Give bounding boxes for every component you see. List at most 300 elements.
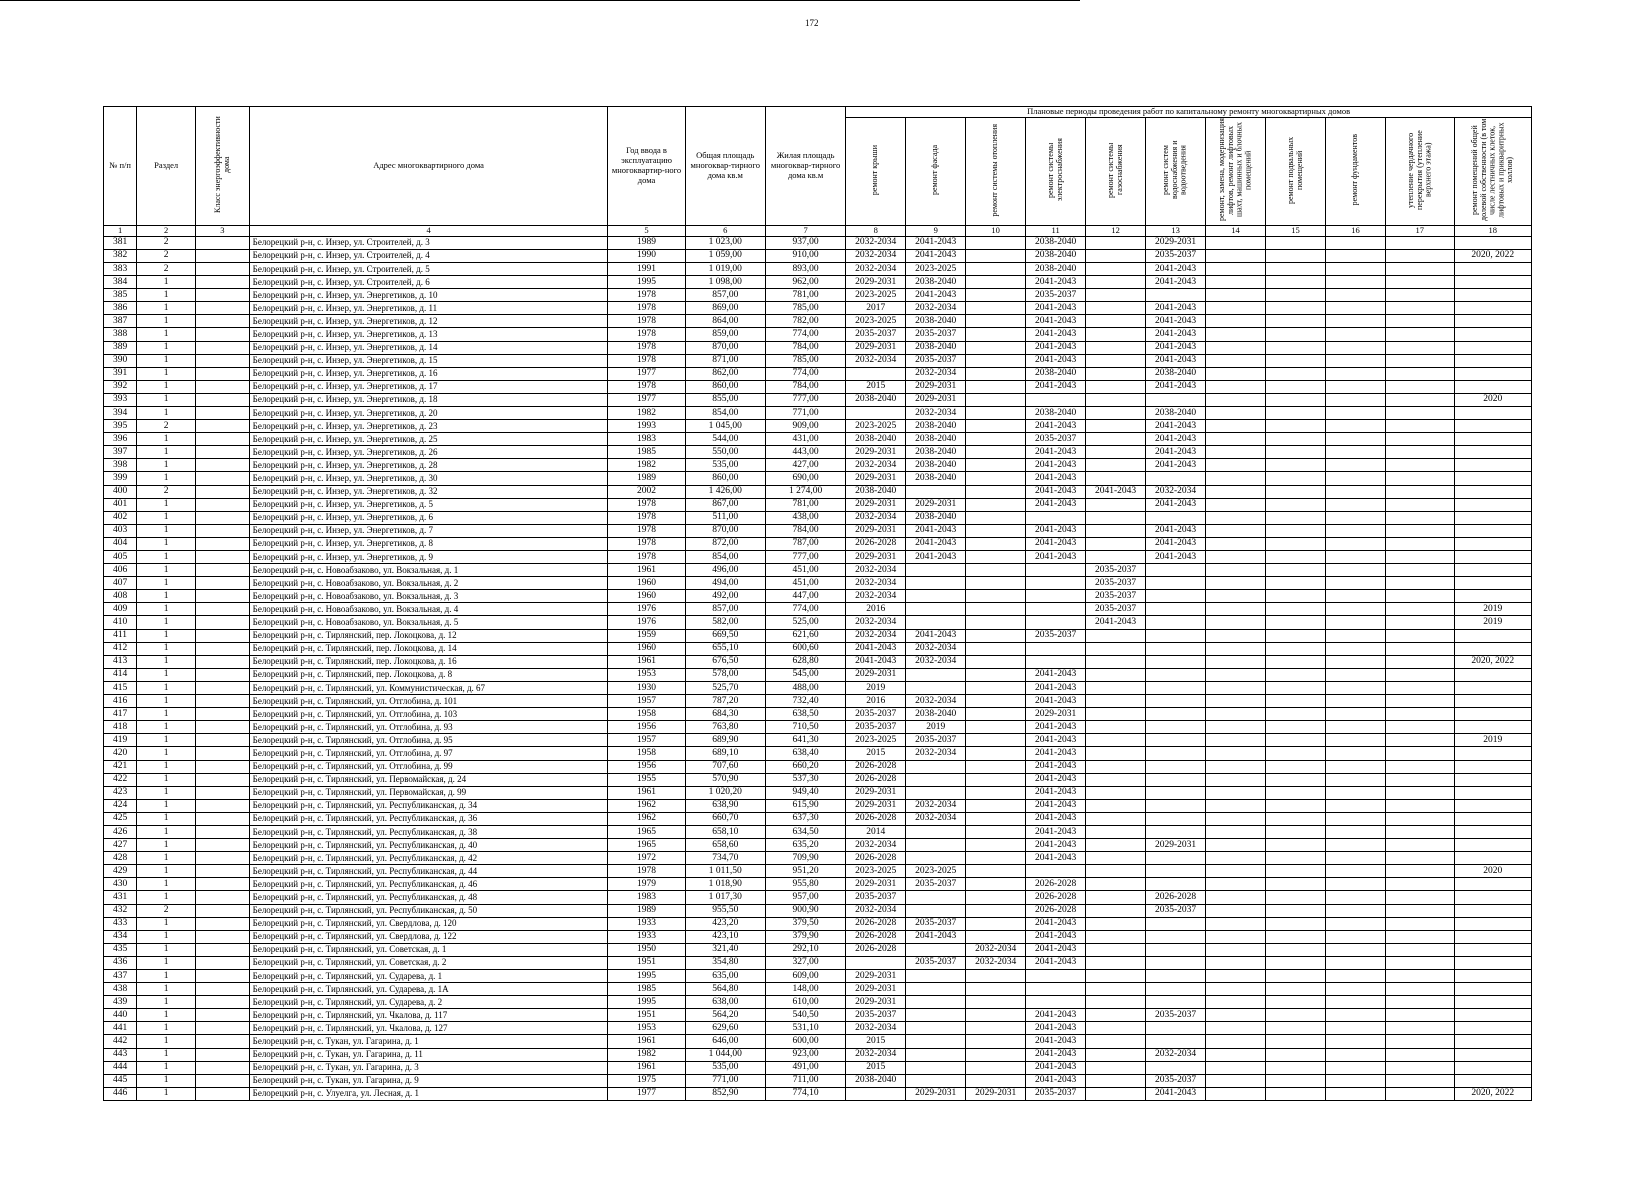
cell-roof: 2029-2031 — [846, 446, 906, 459]
cell-elevators — [1206, 996, 1266, 1009]
cell-total-area: 869,00 — [685, 302, 765, 315]
cell-foundation — [1326, 996, 1386, 1009]
cell-basement — [1266, 852, 1326, 865]
cell-address: Белорецкий р-н, с. Инзер, ул. Энергетиков, д. 14 — [249, 341, 608, 354]
cell-energy-class — [196, 970, 250, 983]
cell-attic-insulation — [1385, 590, 1454, 603]
cell-roof: 2026-2028 — [846, 930, 906, 943]
cell-heating — [966, 930, 1026, 943]
cell-elevators — [1206, 276, 1266, 289]
cell-address: Белорецкий р-н, с. Инзер, ул. Энергетиков, д. 18 — [249, 393, 608, 406]
cell-electricity: 2038-2040 — [1026, 236, 1086, 249]
cell-elevators — [1206, 433, 1266, 446]
table-row — [104, 1061, 1532, 1074]
cell-water — [1146, 734, 1206, 747]
cell-gas — [1086, 629, 1146, 642]
cell-water: 2041-2043 — [1146, 537, 1206, 550]
cell-address: Белорецкий р-н, с. Инзер, ул. Энергетиков, д. 23 — [249, 420, 608, 433]
cell-roof — [846, 1087, 906, 1100]
cell-water: 2038-2040 — [1146, 406, 1206, 419]
cell-address: Белорецкий р-н, с. Тирлянский, ул. Сударева, д. 1 — [249, 970, 608, 983]
cell-section: 1 — [137, 852, 196, 865]
cell-num: 428 — [104, 852, 137, 865]
cell-total-area: 658,10 — [685, 825, 765, 838]
cell-living-area: 782,00 — [765, 315, 845, 328]
cell-roof: 2019 — [846, 681, 906, 694]
cell-year: 1961 — [608, 786, 685, 799]
cell-heating — [966, 1022, 1026, 1035]
cell-section: 2 — [137, 262, 196, 275]
cell-facade: 2032-2034 — [906, 302, 966, 315]
table-row — [104, 812, 1532, 825]
cell-section: 1 — [137, 943, 196, 956]
cell-facade: 2038-2040 — [906, 433, 966, 446]
cell-basement — [1266, 930, 1326, 943]
cell-foundation — [1326, 236, 1386, 249]
cell-foundation — [1326, 551, 1386, 564]
cell-facade — [906, 668, 966, 681]
table-row — [104, 551, 1532, 564]
cell-year: 1956 — [608, 721, 685, 734]
cell-electricity: 2041-2043 — [1026, 1061, 1086, 1074]
cell-basement — [1266, 511, 1326, 524]
cell-address: Белорецкий р-н, с. Инзер, ул. Энергетиков, д. 32 — [249, 485, 608, 498]
cell-basement — [1266, 1035, 1326, 1048]
cell-year: 1995 — [608, 970, 685, 983]
cell-common-premises — [1454, 551, 1531, 564]
cell-section: 1 — [137, 668, 196, 681]
cell-living-area: 711,00 — [765, 1074, 845, 1087]
cell-living-area: 660,20 — [765, 760, 845, 773]
cell-living-area: 690,00 — [765, 472, 845, 485]
cell-electricity: 2041-2043 — [1026, 760, 1086, 773]
cell-year: 1955 — [608, 773, 685, 786]
cell-electricity — [1026, 983, 1086, 996]
cell-num: 397 — [104, 446, 137, 459]
cell-energy-class — [196, 328, 250, 341]
cell-gas: 2035-2037 — [1086, 564, 1146, 577]
cell-total-area: 638,90 — [685, 799, 765, 812]
cell-living-area: 781,00 — [765, 498, 845, 511]
cell-year: 1991 — [608, 262, 685, 275]
cell-elevators — [1206, 498, 1266, 511]
cell-address: Белорецкий р-н, с. Тирлянский, ул. Отглобина, д. 103 — [249, 708, 608, 721]
cell-gas — [1086, 1009, 1146, 1022]
col-header-gas: ремонт системы газоснабжения — [1086, 118, 1146, 226]
cell-gas — [1086, 760, 1146, 773]
cell-gas — [1086, 367, 1146, 380]
cell-heating — [966, 825, 1026, 838]
cell-foundation — [1326, 249, 1386, 262]
cell-electricity: 2041-2043 — [1026, 930, 1086, 943]
cell-elevators — [1206, 852, 1266, 865]
cell-energy-class — [196, 616, 250, 629]
cell-num: 416 — [104, 695, 137, 708]
cell-address: Белорецкий р-н, с. Тирлянский, ул. Республиканская, д. 42 — [249, 852, 608, 865]
cell-total-area: 854,00 — [685, 406, 765, 419]
cell-total-area: 423,10 — [685, 930, 765, 943]
cell-facade: 2032-2034 — [906, 695, 966, 708]
cell-living-area: 635,20 — [765, 839, 845, 852]
cell-electricity: 2038-2040 — [1026, 406, 1086, 419]
cell-elevators — [1206, 577, 1266, 590]
cell-elevators — [1206, 970, 1266, 983]
cell-water: 2032-2034 — [1146, 485, 1206, 498]
cell-basement — [1266, 878, 1326, 891]
cell-section: 1 — [137, 341, 196, 354]
cell-gas — [1086, 917, 1146, 930]
cell-num: 386 — [104, 302, 137, 315]
cell-foundation — [1326, 420, 1386, 433]
cell-living-area: 637,30 — [765, 812, 845, 825]
cell-roof: 2029-2031 — [846, 996, 906, 1009]
cell-attic-insulation — [1385, 865, 1454, 878]
cell-total-area: 871,00 — [685, 354, 765, 367]
cell-water — [1146, 943, 1206, 956]
cell-roof: 2015 — [846, 1061, 906, 1074]
cell-common-premises — [1454, 839, 1531, 852]
cell-facade: 2032-2034 — [906, 655, 966, 668]
cell-electricity: 2041-2043 — [1026, 380, 1086, 393]
cell-attic-insulation — [1385, 629, 1454, 642]
cell-basement — [1266, 472, 1326, 485]
cell-attic-insulation — [1385, 537, 1454, 550]
cell-roof: 2032-2034 — [846, 904, 906, 917]
cell-num: 402 — [104, 511, 137, 524]
cell-facade — [906, 1061, 966, 1074]
cell-water — [1146, 799, 1206, 812]
cell-common-premises — [1454, 956, 1531, 969]
cell-foundation — [1326, 603, 1386, 616]
cell-gas — [1086, 1035, 1146, 1048]
cell-living-area: 540,50 — [765, 1009, 845, 1022]
cell-water — [1146, 930, 1206, 943]
cell-common-premises — [1454, 354, 1531, 367]
cell-basement — [1266, 655, 1326, 668]
cell-total-area: 660,70 — [685, 812, 765, 825]
cell-gas — [1086, 655, 1146, 668]
cell-section: 1 — [137, 537, 196, 550]
cell-roof: 2026-2028 — [846, 537, 906, 550]
cell-energy-class — [196, 786, 250, 799]
cell-total-area: 646,00 — [685, 1035, 765, 1048]
cell-roof: 2023-2025 — [846, 289, 906, 302]
cell-year: 1978 — [608, 380, 685, 393]
cell-roof: 2026-2028 — [846, 943, 906, 956]
cell-year: 1957 — [608, 695, 685, 708]
cell-roof: 2026-2028 — [846, 760, 906, 773]
cell-num: 412 — [104, 642, 137, 655]
table-row — [104, 393, 1532, 406]
cell-foundation — [1326, 537, 1386, 550]
cell-total-area: 852,90 — [685, 1087, 765, 1100]
cell-roof: 2023-2025 — [846, 315, 906, 328]
cell-elevators — [1206, 708, 1266, 721]
cell-facade: 2029-2031 — [906, 1087, 966, 1100]
cell-living-area: 909,00 — [765, 420, 845, 433]
cell-basement — [1266, 708, 1326, 721]
cell-roof: 2032-2034 — [846, 236, 906, 249]
cell-attic-insulation — [1385, 433, 1454, 446]
cell-electricity — [1026, 590, 1086, 603]
cell-attic-insulation — [1385, 249, 1454, 262]
cell-basement — [1266, 839, 1326, 852]
col-number: 3 — [196, 226, 250, 237]
cell-common-premises — [1454, 289, 1531, 302]
cell-elevators — [1206, 511, 1266, 524]
cell-living-area: 451,00 — [765, 564, 845, 577]
cell-section: 1 — [137, 315, 196, 328]
cell-water: 2041-2043 — [1146, 276, 1206, 289]
cell-num: 414 — [104, 668, 137, 681]
cell-total-area: 1 098,00 — [685, 276, 765, 289]
cell-num: 420 — [104, 747, 137, 760]
cell-gas — [1086, 695, 1146, 708]
cell-num: 399 — [104, 472, 137, 485]
cell-basement — [1266, 773, 1326, 786]
cell-common-premises — [1454, 302, 1531, 315]
cell-foundation — [1326, 289, 1386, 302]
table-row — [104, 983, 1532, 996]
cell-basement — [1266, 367, 1326, 380]
cell-common-premises — [1454, 498, 1531, 511]
cell-foundation — [1326, 917, 1386, 930]
cell-heating — [966, 983, 1026, 996]
cell-gas — [1086, 551, 1146, 564]
cell-roof: 2035-2037 — [846, 891, 906, 904]
cell-attic-insulation — [1385, 852, 1454, 865]
cell-foundation — [1326, 302, 1386, 315]
cell-total-area: 1 023,00 — [685, 236, 765, 249]
cell-heating — [966, 904, 1026, 917]
col-number: 16 — [1326, 226, 1386, 237]
cell-elevators — [1206, 406, 1266, 419]
cell-address: Белорецкий р-н, с. Тукан, ул. Гагарина, д. 11 — [249, 1048, 608, 1061]
cell-energy-class — [196, 1035, 250, 1048]
cell-num: 392 — [104, 380, 137, 393]
cell-address: Белорецкий р-н, с. Новоабзаково, ул. Вокзальная, д. 5 — [249, 616, 608, 629]
cell-gas — [1086, 498, 1146, 511]
cell-foundation — [1326, 668, 1386, 681]
cell-elevators — [1206, 799, 1266, 812]
cell-common-premises — [1454, 642, 1531, 655]
cell-water — [1146, 760, 1206, 773]
cell-living-area: 628,80 — [765, 655, 845, 668]
cell-roof: 2015 — [846, 1035, 906, 1048]
table-row — [104, 341, 1532, 354]
cell-num: 383 — [104, 262, 137, 275]
cell-common-premises — [1454, 590, 1531, 603]
cell-water — [1146, 564, 1206, 577]
cell-roof: 2041-2043 — [846, 655, 906, 668]
cell-facade — [906, 760, 966, 773]
cell-total-area: 955,50 — [685, 904, 765, 917]
cell-water — [1146, 577, 1206, 590]
cell-attic-insulation — [1385, 485, 1454, 498]
cell-section: 1 — [137, 433, 196, 446]
cell-gas: 2035-2037 — [1086, 603, 1146, 616]
cell-gas: 2035-2037 — [1086, 590, 1146, 603]
cell-roof: 2029-2031 — [846, 498, 906, 511]
table-row — [104, 577, 1532, 590]
cell-electricity — [1026, 970, 1086, 983]
col-header-elevators: ремонт, замена, модернизация лифтов, ремонт лифтовых шахт, машинных и блочных помещений — [1206, 118, 1266, 226]
cell-year: 1978 — [608, 498, 685, 511]
cell-water — [1146, 616, 1206, 629]
cell-water: 2029-2031 — [1146, 839, 1206, 852]
cell-electricity: 2041-2043 — [1026, 721, 1086, 734]
cell-elevators — [1206, 315, 1266, 328]
cell-section: 1 — [137, 747, 196, 760]
col-number: 14 — [1206, 226, 1266, 237]
col-number: 6 — [685, 226, 765, 237]
cell-basement — [1266, 721, 1326, 734]
col-header-living-area: Жилая площадь многоквар-тирного дома кв.м — [765, 107, 845, 226]
cell-basement — [1266, 537, 1326, 550]
cell-section: 1 — [137, 406, 196, 419]
cell-basement — [1266, 564, 1326, 577]
cell-num: 442 — [104, 1035, 137, 1048]
cell-year: 1995 — [608, 276, 685, 289]
cell-num: 438 — [104, 983, 137, 996]
cell-num: 425 — [104, 812, 137, 825]
cell-address: Белорецкий р-н, с. Тирлянский, ул. Республиканская, д. 50 — [249, 904, 608, 917]
col-number: 9 — [906, 226, 966, 237]
cell-heating — [966, 537, 1026, 550]
cell-year: 1978 — [608, 302, 685, 315]
cell-living-area: 615,90 — [765, 799, 845, 812]
cell-electricity: 2041-2043 — [1026, 1048, 1086, 1061]
cell-electricity: 2041-2043 — [1026, 1074, 1086, 1087]
table-row — [104, 865, 1532, 878]
cell-total-area: 787,20 — [685, 695, 765, 708]
cell-foundation — [1326, 642, 1386, 655]
cell-common-premises — [1454, 812, 1531, 825]
cell-address: Белорецкий р-н, с. Тирлянский, ул. Чкалова, д. 127 — [249, 1022, 608, 1035]
cell-energy-class — [196, 721, 250, 734]
cell-address: Белорецкий р-н, с. Тирлянский, ул. Сударева, д. 2 — [249, 996, 608, 1009]
cell-attic-insulation — [1385, 747, 1454, 760]
cell-gas — [1086, 812, 1146, 825]
cell-gas — [1086, 1022, 1146, 1035]
cell-num: 424 — [104, 799, 137, 812]
cell-living-area: 957,00 — [765, 891, 845, 904]
cell-elevators — [1206, 446, 1266, 459]
cell-facade — [906, 904, 966, 917]
cell-attic-insulation — [1385, 603, 1454, 616]
cell-facade: 2038-2040 — [906, 446, 966, 459]
cell-roof: 2032-2034 — [846, 616, 906, 629]
cell-energy-class — [196, 839, 250, 852]
cell-roof: 2035-2037 — [846, 328, 906, 341]
cell-year: 1961 — [608, 564, 685, 577]
cell-elevators — [1206, 655, 1266, 668]
cell-gas — [1086, 446, 1146, 459]
cell-attic-insulation — [1385, 812, 1454, 825]
cell-foundation — [1326, 891, 1386, 904]
cell-gas: 2035-2037 — [1086, 577, 1146, 590]
cell-section: 1 — [137, 603, 196, 616]
cell-gas — [1086, 276, 1146, 289]
cell-living-area: 379,90 — [765, 930, 845, 943]
cell-year: 1953 — [608, 668, 685, 681]
cell-facade: 2029-2031 — [906, 498, 966, 511]
cell-total-area: 550,00 — [685, 446, 765, 459]
cell-water — [1146, 603, 1206, 616]
table-row — [104, 249, 1532, 262]
cell-attic-insulation — [1385, 1022, 1454, 1035]
cell-elevators — [1206, 367, 1266, 380]
cell-roof: 2029-2031 — [846, 970, 906, 983]
cell-section: 1 — [137, 1009, 196, 1022]
cell-num: 390 — [104, 354, 137, 367]
cell-energy-class — [196, 446, 250, 459]
cell-num: 432 — [104, 904, 137, 917]
cell-total-area: 496,00 — [685, 564, 765, 577]
cell-energy-class — [196, 852, 250, 865]
col-number: 17 — [1385, 226, 1454, 237]
cell-foundation — [1326, 524, 1386, 537]
cell-living-area: 600,60 — [765, 642, 845, 655]
cell-foundation — [1326, 799, 1386, 812]
cell-water: 2041-2043 — [1146, 420, 1206, 433]
table-row — [104, 498, 1532, 511]
cell-energy-class — [196, 930, 250, 943]
cell-total-area: 707,60 — [685, 760, 765, 773]
cell-basement — [1266, 799, 1326, 812]
cell-heating — [966, 878, 1026, 891]
cell-electricity: 2041-2043 — [1026, 551, 1086, 564]
cell-energy-class — [196, 695, 250, 708]
cell-attic-insulation — [1385, 564, 1454, 577]
cell-facade — [906, 1074, 966, 1087]
table-row — [104, 655, 1532, 668]
cell-total-area: 857,00 — [685, 603, 765, 616]
cell-basement — [1266, 236, 1326, 249]
cell-common-premises — [1454, 695, 1531, 708]
cell-foundation — [1326, 655, 1386, 668]
table-row — [104, 511, 1532, 524]
cell-attic-insulation — [1385, 328, 1454, 341]
cell-electricity: 2035-2037 — [1026, 433, 1086, 446]
cell-attic-insulation — [1385, 760, 1454, 773]
cell-section: 2 — [137, 904, 196, 917]
cell-year: 1956 — [608, 760, 685, 773]
cell-water — [1146, 878, 1206, 891]
cell-attic-insulation — [1385, 956, 1454, 969]
cell-energy-class — [196, 904, 250, 917]
cell-total-area: 321,40 — [685, 943, 765, 956]
cell-electricity: 2038-2040 — [1026, 249, 1086, 262]
cell-common-premises — [1454, 459, 1531, 472]
cell-basement — [1266, 590, 1326, 603]
cell-num: 439 — [104, 996, 137, 1009]
cell-electricity: 2041-2043 — [1026, 786, 1086, 799]
cell-num: 417 — [104, 708, 137, 721]
cell-elevators — [1206, 721, 1266, 734]
cell-roof: 2029-2031 — [846, 668, 906, 681]
cell-heating — [966, 708, 1026, 721]
cell-gas — [1086, 786, 1146, 799]
cell-elevators — [1206, 551, 1266, 564]
cell-basement — [1266, 249, 1326, 262]
cell-year: 1962 — [608, 812, 685, 825]
cell-water — [1146, 590, 1206, 603]
cell-total-area: 1 017,30 — [685, 891, 765, 904]
cell-gas — [1086, 943, 1146, 956]
cell-elevators — [1206, 956, 1266, 969]
cell-roof: 2035-2037 — [846, 1009, 906, 1022]
